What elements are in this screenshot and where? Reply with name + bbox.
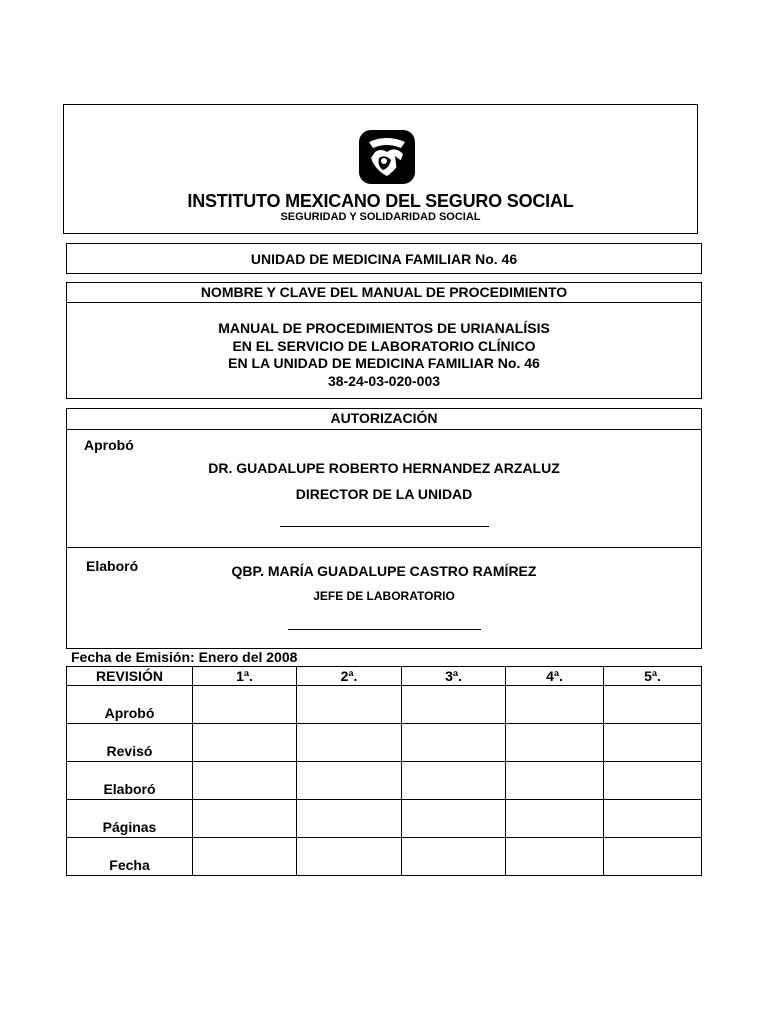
approved-role: DIRECTOR DE LA UNIDAD <box>295 486 473 502</box>
approved-label: Aprobó <box>84 437 134 453</box>
row-label-aprobo: Aprobó <box>67 686 193 724</box>
revision-header-row <box>67 667 702 686</box>
revision-table <box>66 666 702 876</box>
table-row <box>67 838 702 876</box>
table-cell <box>193 686 297 724</box>
table-cell <box>604 686 702 724</box>
table-row <box>67 686 702 724</box>
issue-date: Fecha de Emisión: Enero del 2008 <box>71 649 298 665</box>
table-cell <box>506 762 604 800</box>
table-cell <box>297 838 402 876</box>
table-row <box>67 800 702 838</box>
revision-header: REVISIÓN <box>67 667 193 686</box>
revision-column-3: 3ª. <box>402 667 506 686</box>
table-cell <box>297 724 402 762</box>
table-cell <box>506 686 604 724</box>
manual-code: 38-24-03-020-003 <box>327 372 441 389</box>
authorization-header: AUTORIZACIÓN <box>67 409 701 430</box>
table-cell <box>193 762 297 800</box>
authorization-divider <box>67 547 701 548</box>
institution-header <box>63 104 698 234</box>
revision-column-4: 4ª. <box>506 667 604 686</box>
table-cell <box>193 800 297 838</box>
table-cell <box>193 724 297 762</box>
approved-name: DR. GUADALUPE ROBERTO HERNANDEZ ARZALUZ <box>208 460 560 476</box>
table-cell <box>402 724 506 762</box>
prepared-label: Elaboró <box>86 558 139 574</box>
prepared-role: JEFE DE LABORATORIO <box>313 589 455 603</box>
imss-eagle-logo-icon <box>357 128 417 186</box>
prepared-signature-line <box>288 629 481 630</box>
authorization-section <box>66 408 702 649</box>
table-cell <box>297 800 402 838</box>
table-cell <box>297 686 402 724</box>
row-label-reviso: Revisó <box>67 724 193 762</box>
manual-title-line: EN EL SERVICIO DE LABORATORIO CLÍNICO <box>232 337 536 354</box>
table-cell <box>193 838 297 876</box>
table-cell <box>402 800 506 838</box>
manual-title-line: MANUAL DE PROCEDIMIENTOS DE URIANALÍSIS <box>218 320 550 336</box>
table-cell <box>604 838 702 876</box>
institution-motto: SEGURIDAD Y SOLIDARIDAD SOCIAL <box>280 211 481 223</box>
table-cell <box>506 724 604 762</box>
prepared-name: QBP. MARÍA GUADALUPE CASTRO RAMÍREZ <box>231 563 537 579</box>
table-row <box>67 762 702 800</box>
table-cell <box>604 800 702 838</box>
manual-header: NOMBRE Y CLAVE DEL MANUAL DE PROCEDIMIENTO <box>67 283 701 303</box>
table-row <box>67 724 702 762</box>
revision-column-2: 2ª. <box>297 667 402 686</box>
manual-section <box>66 282 702 399</box>
table-cell <box>297 762 402 800</box>
table-cell <box>506 838 604 876</box>
table-cell <box>506 800 604 838</box>
approved-signature-line <box>280 526 489 527</box>
row-label-paginas: Páginas <box>67 800 193 838</box>
institution-name: INSTITUTO MEXICANO DEL SEGURO SOCIAL <box>187 191 574 211</box>
row-label-elaboro: Elaboró <box>67 762 193 800</box>
row-label-fecha: Fecha <box>67 838 193 876</box>
revision-column-5: 5ª. <box>604 667 702 686</box>
manual-title-line: EN LA UNIDAD DE MEDICINA FAMILIAR No. 46 <box>228 355 540 371</box>
revision-column-1: 1ª. <box>193 667 297 686</box>
table-cell <box>604 762 702 800</box>
table-cell <box>402 838 506 876</box>
table-cell <box>604 724 702 762</box>
unit-name: UNIDAD DE MEDICINA FAMILIAR No. 46 <box>66 243 702 274</box>
manual-title <box>67 320 701 390</box>
table-cell <box>402 762 506 800</box>
table-cell <box>402 686 506 724</box>
